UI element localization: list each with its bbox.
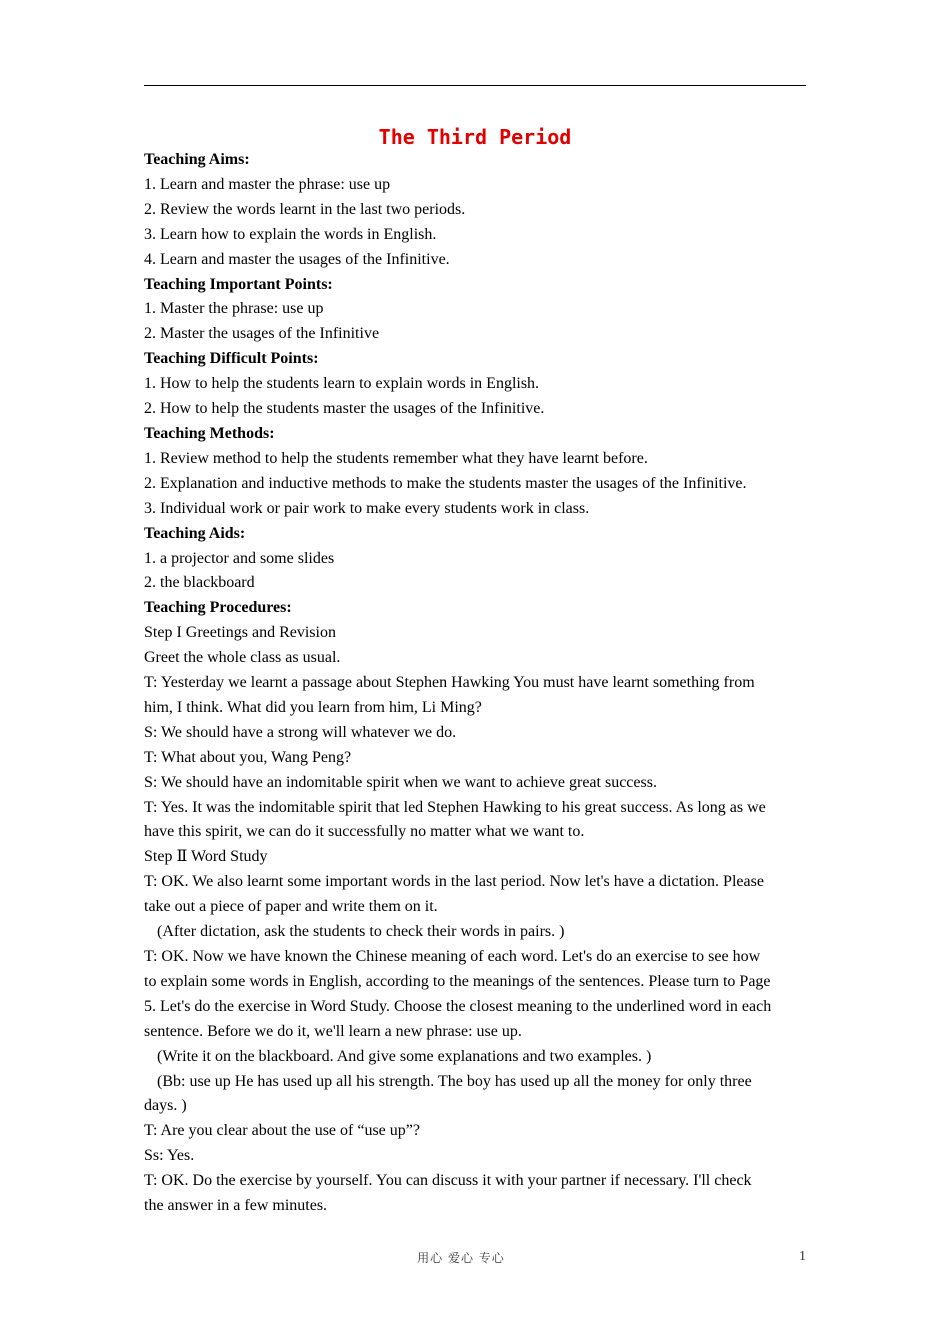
body-line: T: OK. Do the exercise by yourself. You can discuss it with your partner if necessary. I'll check	[144, 1172, 752, 1190]
body-line: Greet the whole class as usual.	[144, 649, 341, 667]
body-line: T: What about you, Wang Peng?	[144, 748, 352, 766]
section-heading: Teaching Important Points:	[144, 275, 333, 293]
body-line: 2. the blackboard	[144, 574, 255, 592]
body-line: 1. How to help the students learn to explain words in English.	[144, 375, 540, 393]
body-line: T: Are you clear about the use of “use up”?	[144, 1122, 420, 1140]
body-line: the answer in a few minutes.	[144, 1197, 328, 1215]
body-line: T: OK. We also learnt some important words in the last period. Now let's have a dictation. Please	[144, 873, 764, 891]
body-line: S: We should have a strong will whatever we do.	[144, 723, 457, 741]
body-line: 2. Explanation and inductive methods to make the students master the usages of the Infinitive.	[144, 474, 747, 492]
section-heading: Teaching Procedures:	[144, 599, 292, 617]
body-line: 1. a projector and some slides	[144, 549, 335, 567]
section-heading: Teaching Difficult Points:	[144, 350, 319, 368]
page-number: 1	[799, 1249, 806, 1264]
body-line: 2. How to help the students master the usages of the Infinitive.	[144, 400, 545, 418]
body-line: T: OK. Now we have known the Chinese meaning of each word. Let's do an exercise to see how	[144, 948, 761, 965]
body-line: (After dictation, ask the students to check their words in pairs. )	[157, 923, 565, 941]
body-line: 4. Learn and master the usages of the Infinitive.	[144, 250, 450, 268]
document-title: The Third Period	[378, 125, 572, 149]
body-line: days. )	[144, 1097, 187, 1115]
body-line: 2. Master the usages of the Infinitive	[144, 325, 380, 343]
section-heading: Teaching Aims:	[144, 151, 250, 168]
body-line: (Write it on the blackboard. And give some explanations and two examples. )	[157, 1047, 652, 1065]
body-line: 3. Individual work or pair work to make every students work in class.	[144, 499, 590, 517]
body-line: 2. Review the words learnt in the last two periods.	[144, 200, 466, 218]
body-line: S: We should have an indomitable spirit when we want to achieve great success.	[144, 773, 657, 791]
body-line: to explain some words in English, according to the meanings of the sentences. Please turn to Page	[144, 972, 771, 990]
body-line: sentence. Before we do it, we'll learn a new phrase: use up.	[144, 1022, 522, 1040]
body-line: 3. Learn how to explain the words in English.	[144, 225, 437, 243]
body-line: Step I Greetings and Revision	[144, 624, 336, 642]
footer-motto: 用心 爱心 专心	[417, 1251, 505, 1265]
body-line: T: Yesterday we learnt a passage about Stephen Hawking You must have learnt something from	[144, 674, 755, 692]
body-line: T: Yes. It was the indomitable spirit that led Stephen Hawking to his great success. As long as we	[144, 798, 766, 816]
document-body	[144, 148, 812, 1219]
body-line: 1. Master the phrase: use up	[144, 300, 324, 318]
body-line: 1. Learn and master the phrase: use up	[144, 175, 391, 193]
section-heading: Teaching Aids:	[144, 524, 246, 542]
body-line: Ss: Yes.	[144, 1147, 195, 1165]
body-line: 5. Let's do the exercise in Word Study. Choose the closest meaning to the underlined word in each	[144, 997, 772, 1015]
body-line: 1. Review method to help the students remember what they have learnt before.	[144, 449, 648, 467]
body-line: take out a piece of paper and write them on it.	[144, 898, 438, 916]
section-heading: Teaching Methods:	[144, 424, 275, 442]
body-line: have this spirit, we can do it successfully no matter what we want to.	[144, 823, 585, 841]
body-line: Step Ⅱ Word Study	[144, 848, 268, 866]
body-line: him, I think. What did you learn from him, Li Ming?	[144, 698, 482, 716]
header-rule	[144, 85, 806, 86]
body-line: (Bb: use up He has used up all his strength. The boy has used up all the money for only three	[157, 1072, 752, 1090]
